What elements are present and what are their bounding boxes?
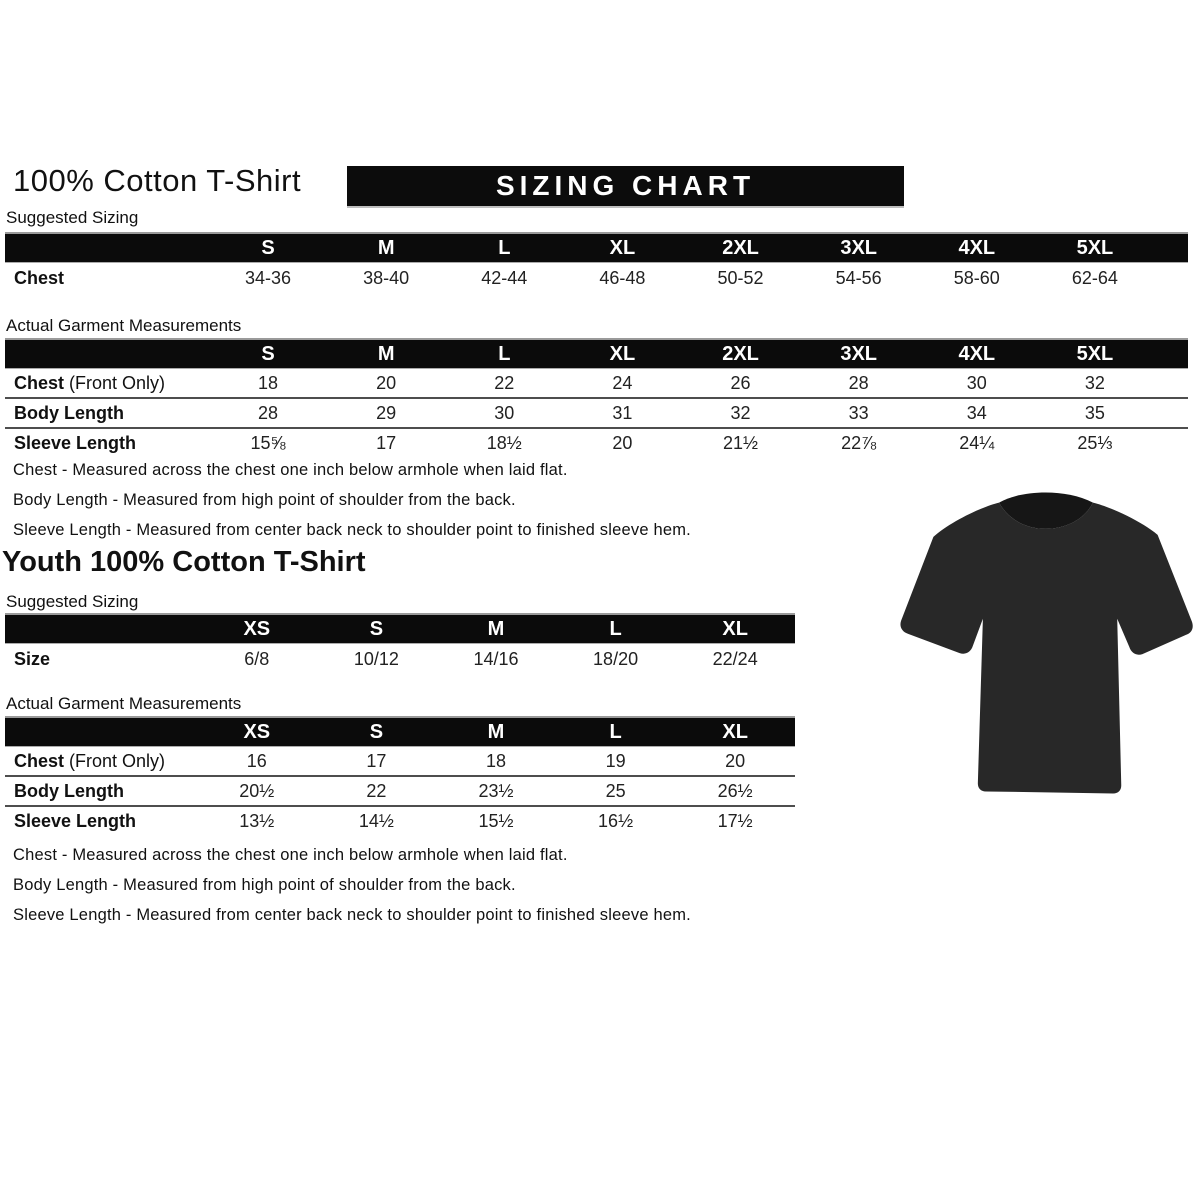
measurement-note: Body Length - Measured from high point of shoulder from the back. [13,876,516,894]
size-column-header: 2XL [682,339,800,369]
sizing-chart-banner [347,166,904,206]
adult-measurement-notes [13,455,691,545]
header-spacer [1154,233,1188,263]
size-column-header: 2XL [682,233,800,263]
adult-garment-measurements-label: Actual Garment Measurements [6,316,242,335]
size-column-header: 5XL [1036,339,1154,369]
header-label-spacer [5,717,197,747]
youth-measurement-notes [13,840,691,930]
adult-suggested-sizing-table [5,232,1188,293]
size-column-header: L [445,339,563,369]
youth-garment-measurements-table [5,716,795,835]
measurement-row [5,263,1188,294]
size-column-header: M [327,339,445,369]
measurement-value: 24¼ [918,428,1036,457]
size-column-header: M [436,614,556,644]
size-column-header: XL [675,717,795,747]
measurement-value: 16½ [556,806,676,835]
row-label [5,806,197,835]
row-label [5,644,197,675]
measurement-value: 31 [563,398,681,428]
page-title: 100% Cotton T-Shirt [13,163,302,198]
measurement-value: 26½ [675,776,795,806]
measurement-value: 30 [918,369,1036,399]
measurement-row [5,428,1188,457]
row-spacer [1154,369,1188,399]
measurement-value: 30 [445,398,563,428]
measurement-value: 28 [209,398,327,428]
measurement-value: 50-52 [682,263,800,294]
measurement-value: 26 [682,369,800,399]
row-spacer [1154,398,1188,428]
size-column-header: XL [675,614,795,644]
row-label [5,263,209,294]
measurement-value: 20 [675,747,795,777]
tshirt-image [893,483,1196,809]
measurement-value: 24 [563,369,681,399]
size-column-header: S [317,717,437,747]
size-header-row [5,339,1188,369]
youth-suggested-sizing-table [5,613,795,674]
row-spacer [1154,428,1188,457]
size-column-header: L [445,233,563,263]
size-column-header: L [556,717,676,747]
measurement-value: 20 [563,428,681,457]
size-column-header: M [436,717,556,747]
measurement-value: 29 [327,398,445,428]
measurement-value: 62-64 [1036,263,1154,294]
size-column-header: S [317,614,437,644]
measurement-value: 17 [317,747,437,777]
measurement-value: 15⅝ [209,428,327,457]
measurement-value: 10/12 [317,644,437,675]
measurement-note: Chest - Measured across the chest one inch below armhole when laid flat. [13,846,568,864]
measurement-value: 16 [197,747,317,777]
size-column-header: XS [197,614,317,644]
youth-page-title: Youth 100% Cotton T-Shirt [2,546,366,578]
measurement-value: 38-40 [327,263,445,294]
measurement-value: 28 [800,369,918,399]
measurement-value: 34 [918,398,1036,428]
row-label-suffix: (Front Only) [64,750,166,771]
measurement-value: 22/24 [675,644,795,675]
measurement-value: 22 [445,369,563,399]
size-column-header: M [327,233,445,263]
measurement-value: 34-36 [209,263,327,294]
size-column-header: XS [197,717,317,747]
size-column-header: 5XL [1036,233,1154,263]
measurement-value: 54-56 [800,263,918,294]
size-column-header: S [209,339,327,369]
row-label [5,369,209,399]
row-label-main: Sleeve Length [14,810,137,831]
row-label-suffix: (Front Only) [64,372,166,393]
row-label [5,398,209,428]
measurement-value: 18 [436,747,556,777]
size-column-header: XL [563,233,681,263]
measurement-value: 58-60 [918,263,1036,294]
adult-garment-measurements-table [5,338,1188,457]
measurement-value: 13½ [197,806,317,835]
measurement-note: Body Length - Measured from high point of shoulder from the back. [13,491,516,509]
measurement-note: Sleeve Length - Measured from center back neck to shoulder point to finished sleeve hem. [13,521,691,539]
measurement-value: 18 [209,369,327,399]
measurement-value: 25⅓ [1036,428,1154,457]
measurement-value: 23½ [436,776,556,806]
measurement-note: Chest - Measured across the chest one inch below armhole when laid flat. [13,461,568,479]
measurement-row [5,776,795,806]
row-label-main: Chest [14,372,65,393]
size-header-row [5,717,795,747]
measurement-value: 14/16 [436,644,556,675]
size-header-row [5,614,795,644]
row-label-main: Size [14,648,51,669]
size-column-header: XL [563,339,681,369]
adult-suggested-sizing-label: Suggested Sizing [6,208,139,227]
row-label-main: Chest [14,267,65,288]
measurement-note: Sleeve Length - Measured from center back neck to shoulder point to finished sleeve hem. [13,906,691,924]
measurement-value: 25 [556,776,676,806]
measurement-value: 33 [800,398,918,428]
header-label-spacer [5,233,209,263]
measurement-value: 18/20 [556,644,676,675]
row-spacer [1154,263,1188,294]
measurement-row [5,644,795,675]
measurement-value: 35 [1036,398,1154,428]
measurement-row [5,747,795,777]
measurement-value: 17½ [675,806,795,835]
measurement-row [5,806,795,835]
size-header-row [5,233,1188,263]
row-label-main: Sleeve Length [14,432,137,453]
measurement-value: 32 [682,398,800,428]
measurement-value: 22 [317,776,437,806]
measurement-value: 6/8 [197,644,317,675]
measurement-value: 42-44 [445,263,563,294]
row-label-main: Body Length [14,780,124,801]
measurement-row [5,369,1188,399]
measurement-row [5,398,1188,428]
size-column-header: L [556,614,676,644]
row-label-main: Body Length [14,402,124,423]
measurement-value: 17 [327,428,445,457]
size-column-header: S [209,233,327,263]
measurement-value: 22⅞ [800,428,918,457]
measurement-value: 46-48 [563,263,681,294]
measurement-value: 20 [327,369,445,399]
row-label [5,428,209,457]
sizing-chart-banner-text: SIZING CHART [495,170,756,201]
size-column-header: 3XL [800,233,918,263]
size-column-header: 4XL [918,339,1036,369]
tshirt-body-shape [900,503,1192,794]
measurement-value: 21½ [682,428,800,457]
header-label-spacer [5,339,209,369]
row-label [5,747,197,777]
size-column-header: 4XL [918,233,1036,263]
size-column-header: 3XL [800,339,918,369]
measurement-value: 19 [556,747,676,777]
measurement-value: 18½ [445,428,563,457]
youth-suggested-sizing-label: Suggested Sizing [6,592,139,611]
measurement-value: 14½ [317,806,437,835]
measurement-value: 32 [1036,369,1154,399]
header-label-spacer [5,614,197,644]
row-label [5,776,197,806]
header-spacer [1154,339,1188,369]
youth-garment-measurements-label: Actual Garment Measurements [6,694,242,713]
measurement-value: 15½ [436,806,556,835]
measurement-value: 20½ [197,776,317,806]
row-label-main: Chest [14,750,65,771]
